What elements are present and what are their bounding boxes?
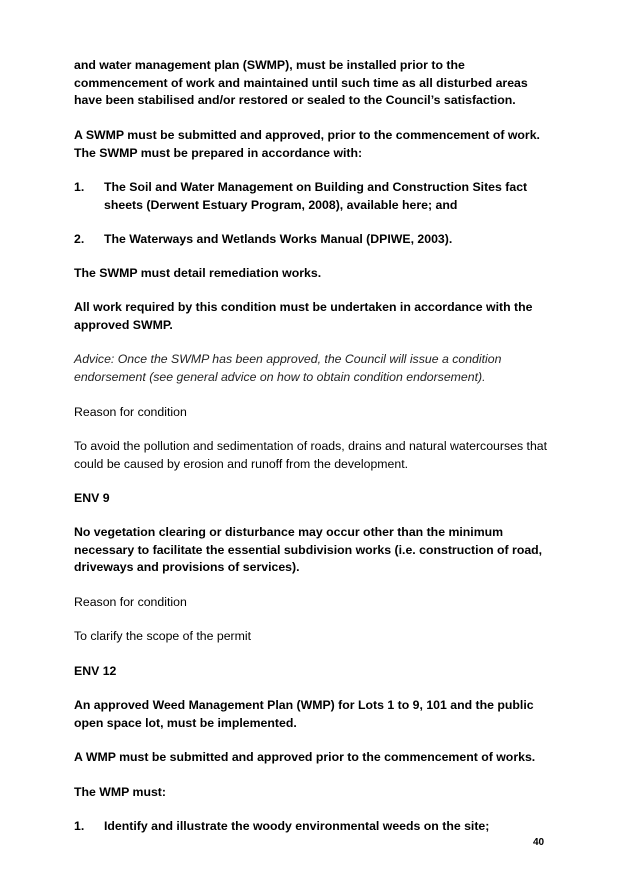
section-heading-env12: ENV 12 <box>74 664 117 678</box>
reason-label: Reason for condition <box>74 595 187 609</box>
section-heading-env9: ENV 9 <box>74 491 110 505</box>
list-number: 1. <box>74 180 85 194</box>
advice-note: Advice: Once the SWMP has been approved, the Council will issue a condition endorsement (see general advice on how to obtain condition endorsement). <box>74 352 502 384</box>
paragraph-wmp-must: The WMP must: <box>74 785 166 799</box>
list-item: The Soil and Water Management on Building and Construction Sites fact sheets (Derwent Estuary Program, 2008), available here; and <box>104 180 528 212</box>
paragraph-swmp-submission: A SWMP must be submitted and approved, prior to the commencement of work. The SWMP must be prepared in accordance with: <box>74 128 540 160</box>
list-item: Identify and illustrate the woody environmental weeds on the site; <box>104 819 490 833</box>
list-number: 2. <box>74 232 85 246</box>
paragraph-swmp-intro: and water management plan (SWMP), must be installed prior to the commencement of work and maintained until such time as all disturbed areas have been stabilised and/or restored or sealed to the Council’s satisfaction. <box>74 58 528 108</box>
paragraph-env12: An approved Weed Management Plan (WMP) for Lots 1 to 9, 101 and the public open space lot, must be implemented. <box>74 698 534 730</box>
reason-text: To clarify the scope of the permit <box>74 629 252 643</box>
list-number: 1. <box>74 819 85 833</box>
paragraph-remediation: The SWMP must detail remediation works. <box>74 266 322 280</box>
paragraph-wmp-submission: A WMP must be submitted and approved prior to the commencement of works. <box>74 750 536 764</box>
reason-text: To avoid the pollution and sedimentation of roads, drains and natural watercourses that could be caused by erosion and runoff from the development. <box>74 439 548 471</box>
page-number: 40 <box>533 837 545 848</box>
list-item: The Waterways and Wetlands Works Manual (DPIWE, 2003). <box>104 232 453 246</box>
reason-label: Reason for condition <box>74 405 187 419</box>
paragraph-env9: No vegetation clearing or disturbance may occur other than the minimum necessary to facilitate the essential subdivision works (i.e. construction of road, driveways and provisions of services). <box>74 525 543 575</box>
paragraph-approved-swmp: All work required by this condition must be undertaken in accordance with the approved SWMP. <box>74 300 533 332</box>
